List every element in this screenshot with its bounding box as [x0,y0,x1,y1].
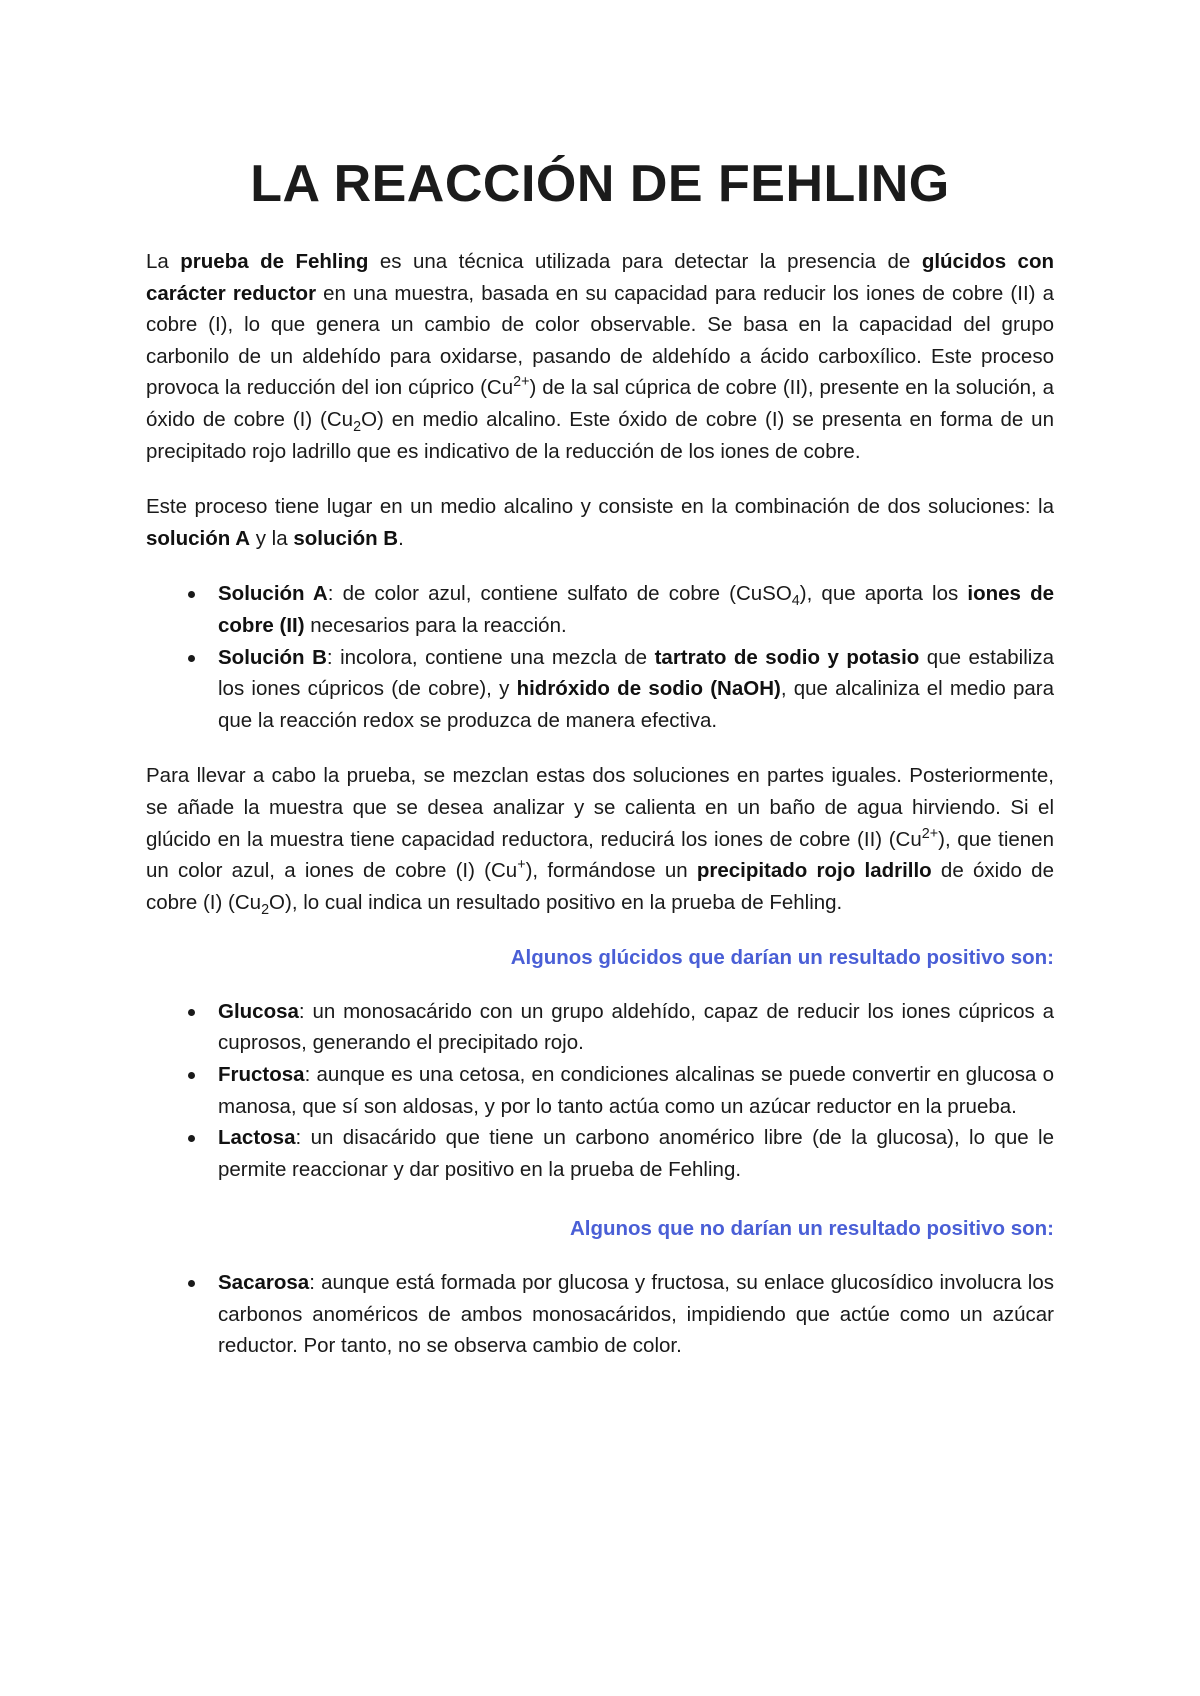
positive-list [146,996,1054,1186]
procedure-paragraph [146,760,1054,918]
list-item [146,642,1054,737]
text-span: ), que tienen un color azul, a iones de cobre (I) (Cu [146,827,1054,883]
text-span: ), que aporta los [799,582,968,606]
list-item [146,996,1054,1059]
subscript: 2 [353,419,362,436]
text-span: de óxido de cobre (I) (Cu [146,859,1054,914]
text-span: O), lo cual indica un resultado positivo en la prueba de Fehling. [269,890,843,914]
positive-heading: Algunos glúcidos que darían un resultado positivo son: [510,946,1054,970]
bold-term: solución A [146,526,251,550]
bold-term: Sacarosa [218,1271,310,1295]
document-title: LA REACCIÓN DE FEHLING [250,155,950,213]
text-span: O) en medio alcalino. Este óxido de cobre (I) se presenta en forma de un precipitado rojo ladrillo que es indicativo de la reducción de los iones de cobre. [146,407,1054,463]
list-item [146,1122,1054,1185]
text-span: : aunque está formada por glucosa y fructosa, su enlace glucosídico involucra los carbonos anoméricos de ambos monosacáridos, impidiendo que actúe como un azúcar reductor. Por tanto, no se observa cambio de color. [218,1271,1054,1358]
subscript: 2 [261,901,270,918]
text-span: en una muestra, basada en su capacidad para reducir los iones de cobre (II) a cobre (I), lo que genera un cambio de color observable. Se basa en la capacidad del grupo carbonilo de un aldehído para oxidarse, pasando de aldehído a ácido carboxílico. Este proceso provoca la reducción del ion cúprico (Cu [146,281,1054,400]
subscript: 4 [791,593,800,610]
text-span: : de color azul, contiene sulfato de cobre (CuSO [327,582,792,606]
text-span: Este proceso tiene lugar en un medio alcalino y consiste en la combinación de dos soluciones: la [146,495,1054,519]
text-span: ), formándose un [525,859,697,883]
bold-term: iones de cobre (II) [218,582,1055,637]
text-span: es una técnica utilizada para detectar la presencia de [368,250,922,273]
list-item [146,1059,1054,1122]
bold-term: Solución A [218,582,328,606]
superscript: + [517,857,526,874]
text-span: , que alcaliniza el medio para que la reacción redox se produzca de manera efectiva. [218,677,1054,732]
text-span: : incolora, contiene una mezcla de [326,645,655,669]
text-span: Para llevar a cabo la prueba, se mezclan estas dos soluciones en partes iguales. Posteriormente, se añade la muestra que se desea analizar y se calienta en un baño de agua hirviendo. Si el glúcido en la muestra tiene capacidad reductora, reducirá los iones de cobre (II) (Cu [146,764,1054,851]
bold-term: glúcidos con carácter reductor [146,250,1055,305]
text-span: ) de la sal cúprica de cobre (II), presente en la solución, a óxido de cobre (I) (Cu [146,376,1055,431]
text-span: : un monosacárido con un grupo aldehído, capaz de reducir los iones cúpricos a cuprosos, generando el precipitado rojo. [218,999,1054,1055]
bold-term: Fructosa [218,1063,305,1087]
bold-term: tartrato de sodio y potasio [654,645,920,669]
solutions-paragraph [146,491,1054,554]
bold-term: precipitado rojo ladrillo [696,859,932,883]
text-span: : aunque es una cetosa, en condiciones alcalinas se puede convertir en glucosa o manosa, que sí son aldosas, y por lo tanto actúa como un azúcar reductor en la prueba. [218,1063,1054,1118]
list-item [146,1267,1054,1362]
negative-list [146,1267,1054,1362]
text-span: La [146,250,181,273]
bold-term: prueba de Fehling [180,250,369,273]
solutions-list [146,578,1054,736]
intro-paragraph [146,246,1054,467]
bold-term: Solución B [218,645,327,669]
text-span: necesarios para la reacción. [304,613,567,637]
superscript: 2+ [513,374,530,391]
text-span: : un disacárido que tiene un carbono anomérico libre (de la glucosa), lo que le permite reaccionar y dar positivo en la prueba de Fehling. [218,1126,1054,1181]
text-span: que estabiliza los iones cúpricos (de cobre), y [218,645,1054,701]
superscript: 2+ [921,825,939,842]
bold-term: Lactosa [218,1126,296,1150]
text-span: y la [250,526,294,550]
bold-term: Glucosa [218,999,299,1023]
bold-term: solución B [293,526,399,550]
list-item [146,578,1054,641]
negative-heading: Algunos que no darían un resultado positivo son: [569,1217,1054,1241]
text-span: . [398,526,404,550]
bold-term: hidróxido de sodio (NaOH) [516,677,781,701]
